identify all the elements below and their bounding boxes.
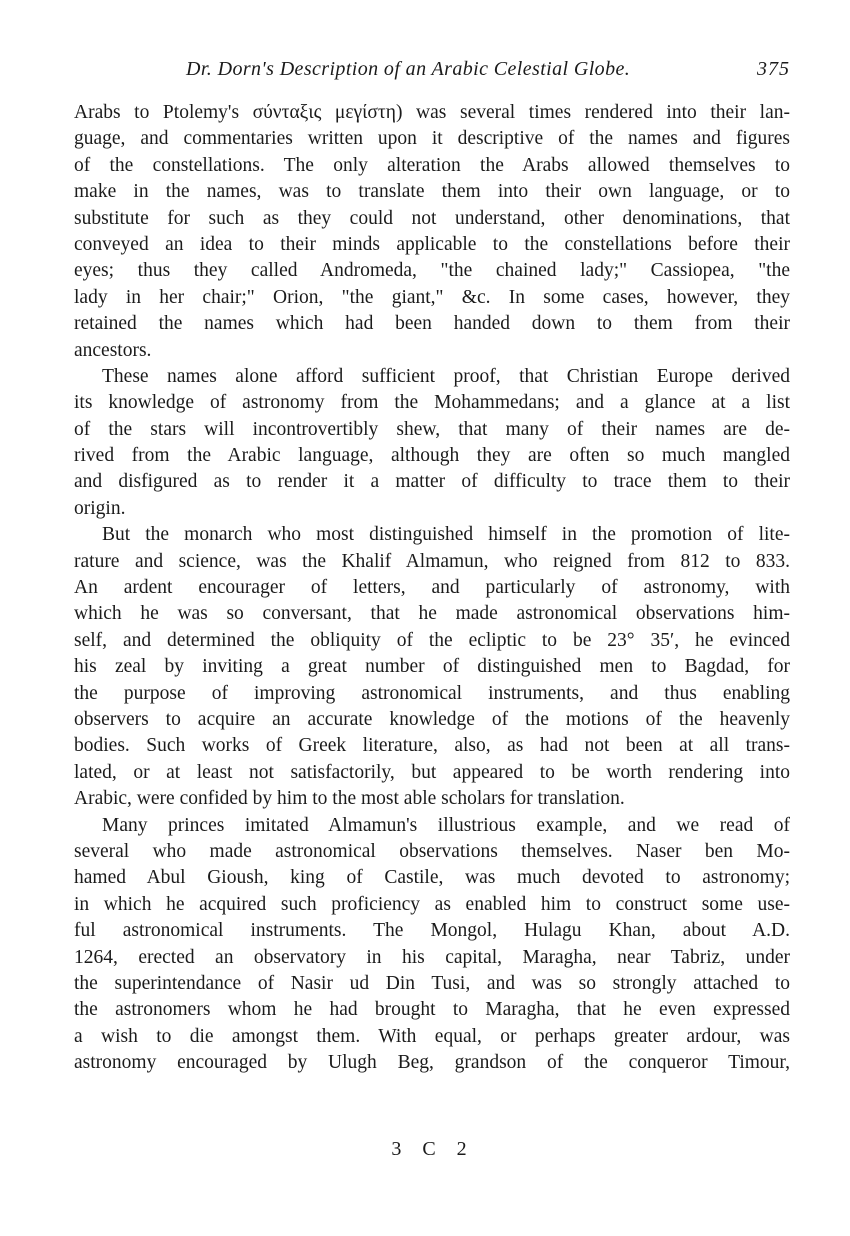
text-line: the purpose of improving astronomical instruments, and thus enabling: [74, 682, 790, 704]
text-line: Many princes imitated Almamun's illustrious example, and we read of: [102, 814, 790, 836]
text-line: lated, or at least not satisfactorily, but appeared to be worth rendering into: [74, 761, 790, 783]
text-line: guage, and commentaries written upon it descriptive of the names and figures: [74, 128, 790, 150]
text-line: But the monarch who most distinguished himself in the promotion of lite-: [102, 524, 790, 546]
text-line: several who made astronomical observations themselves. Naser ben Mo-: [74, 840, 790, 862]
text-line: Arabs to Ptolemy's σύνταξις μεγίστη) was several times rendered into their lan-: [74, 102, 790, 123]
text-line: observers to acquire an accurate knowledge of the motions of the heavenly: [74, 708, 790, 730]
text-line: retained the names which had been handed down to them from their: [74, 313, 790, 335]
text-line: substitute for such as they could not understand, other denominations, that: [74, 207, 790, 229]
running-title: Dr. Dorn's Description of an Arabic Celestial Globe.: [186, 58, 631, 80]
text-line: a wish to die amongst them. With equal, or perhaps greater ardour, was: [74, 1025, 790, 1047]
text-line: An ardent encourager of letters, and particularly of astronomy, with: [74, 577, 790, 599]
running-head: [76, 58, 790, 88]
text-line: which he was so conversant, that he made astronomical observations him-: [74, 603, 790, 625]
text-line: hamed Abul Gioush, king of Castile, was much devoted to astronomy;: [74, 867, 790, 889]
text-line: rived from the Arabic language, although they are often so much mangled: [74, 445, 790, 467]
text-line: of the constellations. The only alteration the Arabs allowed themselves to: [74, 154, 790, 176]
signature-mark: 3 C 2: [391, 1138, 475, 1160]
text-line: its knowledge of astronomy from the Mohammedans; and a glance at a list: [74, 392, 790, 414]
text-line: make in the names, was to translate them into their own language, or to: [74, 181, 790, 203]
text-line: the superintendance of Nasir ud Din Tusi, and was so strongly attached to: [74, 972, 790, 994]
text-line: conveyed an idea to their minds applicable to the constellations before their: [74, 233, 790, 255]
text-line: 1264, erected an observatory in his capital, Maragha, near Tabriz, under: [74, 946, 790, 968]
text-line: rature and science, was the Khalif Almamun, who reigned from 812 to 833.: [74, 550, 790, 572]
body-text: [74, 100, 790, 1076]
text-line: of the stars will incontrovertibly shew, that many of their names are de-: [74, 418, 790, 440]
text-line: These names alone afford sufficient proof, that Christian Europe derived: [102, 365, 790, 387]
text-line: and disfigured as to render it a matter of difficulty to trace them to their: [74, 471, 790, 493]
text-line: origin.: [74, 497, 126, 519]
text-line: lady in her chair;" Orion, "the giant," &c. In some cases, however, they: [74, 286, 790, 308]
page-number: 375: [757, 58, 790, 80]
text-line: astronomy encouraged by Ulugh Beg, grandson of the conqueror Timour,: [74, 1052, 790, 1074]
text-line: self, and determined the obliquity of the ecliptic to be 23° 35′, he evinced: [74, 629, 790, 651]
text-line: ful astronomical instruments. The Mongol, Hulagu Khan, about A.D.: [74, 920, 790, 942]
text-line: in which he acquired such proficiency as enabled him to construct some use-: [74, 893, 790, 915]
text-line: bodies. Such works of Greek literature, also, as had not been at all trans-: [74, 735, 790, 757]
text-line: eyes; thus they called Andromeda, "the chained lady;" Cassiopea, "the: [74, 260, 790, 282]
text-line: Arabic, were confided by him to the most able scholars for translation.: [74, 788, 625, 810]
text-line: the astronomers whom he had brought to Maragha, that he even expressed: [74, 999, 790, 1021]
text-line: ancestors.: [74, 339, 152, 361]
text-line: his zeal by inviting a great number of distinguished men to Bagdad, for: [74, 656, 790, 678]
